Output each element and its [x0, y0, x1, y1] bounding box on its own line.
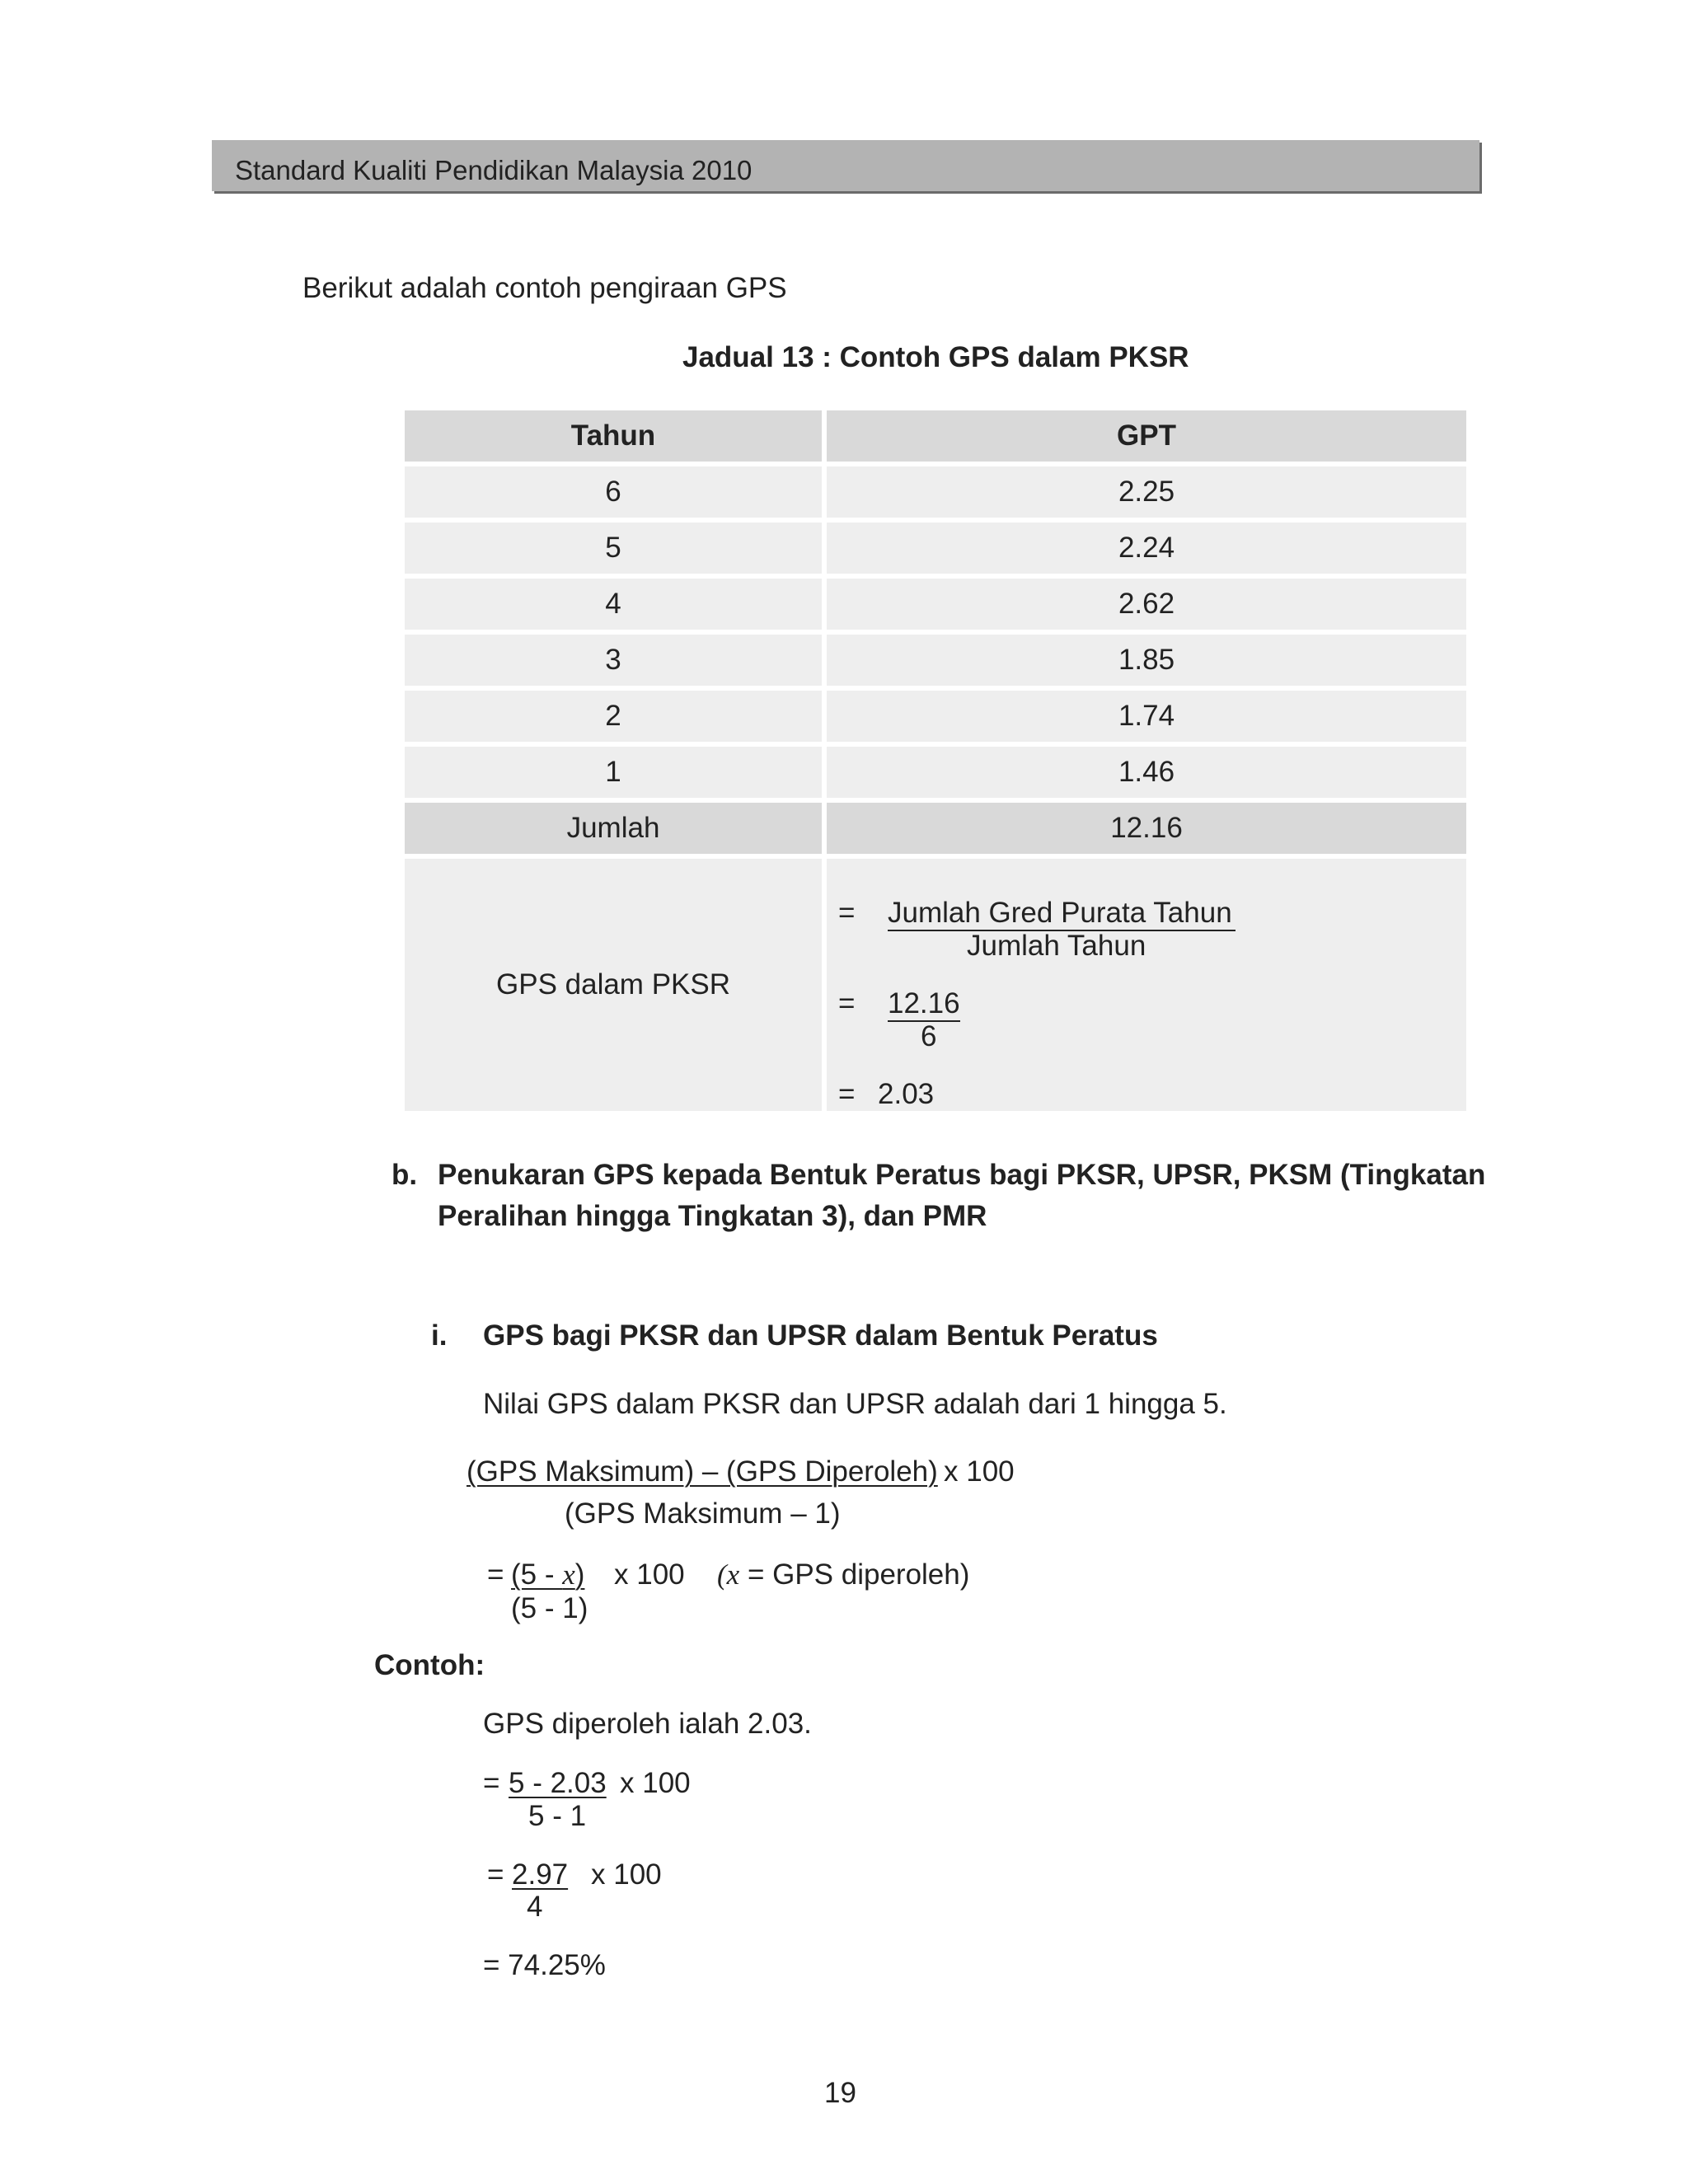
formula-denominator: (GPS Maksimum – 1) — [565, 1497, 841, 1530]
calc-numerator-2: 12.16 — [888, 987, 960, 1022]
example-step1-multiplier: x 100 — [620, 1767, 691, 1799]
cell-gpt: 2.24 — [827, 523, 1466, 574]
intro-text: Berikut adalah contoh pengiraan GPS — [302, 272, 787, 304]
calc-eq-2: = — [838, 987, 856, 1019]
header-gpt: GPT — [827, 410, 1466, 462]
table-caption: Jadual 13 : Contoh GPS dalam PKSR — [682, 341, 1189, 373]
table-row — [405, 691, 1466, 742]
table-row — [405, 579, 1466, 630]
cell-gpt: 1.74 — [827, 691, 1466, 742]
calc-numerator-1: Jumlah Gred Purata Tahun — [888, 897, 1236, 931]
cell-tahun: 1 — [405, 747, 822, 798]
formula-multiplier: x 100 — [944, 1455, 1015, 1488]
formula-numerator: (GPS Maksimum) – (GPS Diperoleh) — [467, 1455, 938, 1488]
cell-gps-label: GPS dalam PKSR — [405, 859, 822, 1111]
cell-gpt: 2.62 — [827, 579, 1466, 630]
example-result: = 74.25% — [483, 1949, 606, 1981]
example-step2-eq: = — [487, 1858, 504, 1891]
cell-tahun: 5 — [405, 523, 822, 574]
cell-tahun: 2 — [405, 691, 822, 742]
example-step2-numerator: 2.97 — [512, 1858, 569, 1891]
cell-tahun: 6 — [405, 466, 822, 518]
section-b-marker: b. — [392, 1159, 418, 1191]
section-i-title: GPS bagi PKSR dan UPSR dalam Bentuk Peratus — [483, 1319, 1158, 1352]
example-text: GPS diperoleh ialah 2.03. — [483, 1708, 812, 1740]
formula2-eq: = — [487, 1558, 504, 1591]
cell-gpt: 1.85 — [827, 635, 1466, 686]
example-step2-multiplier: x 100 — [591, 1858, 662, 1891]
example-step1-numerator: 5 - 2.03 — [509, 1767, 607, 1799]
example-step1-denominator: 5 - 1 — [528, 1800, 587, 1832]
formula2-denominator: (5 - 1) — [511, 1592, 588, 1624]
section-i-marker: i. — [431, 1319, 448, 1352]
cell-tahun: 4 — [405, 579, 822, 630]
calc-denominator-1: Jumlah Tahun — [967, 930, 1146, 962]
section-i-text: Nilai GPS dalam PKSR dan UPSR adalah dari 1 hingga 5. — [483, 1388, 1227, 1420]
table-row — [405, 523, 1466, 574]
cell-gpt: 2.25 — [827, 466, 1466, 518]
page-number: 19 — [824, 2077, 856, 2109]
cell-gpt: 1.46 — [827, 747, 1466, 798]
table-row — [405, 466, 1466, 518]
formula2-note: (x = GPS diperoleh) — [717, 1558, 970, 1591]
formula2-multiplier: x 100 — [614, 1558, 685, 1591]
header-title: Standard Kualiti Pendidikan Malaysia 2010 — [235, 155, 753, 185]
table-row — [405, 747, 1466, 798]
cell-jumlah-value: 12.16 — [827, 803, 1466, 854]
formula2-numerator: (5 - x) — [511, 1558, 585, 1591]
calc-denominator-2: 6 — [921, 1020, 937, 1052]
cell-tahun: 3 — [405, 635, 822, 686]
table-gps-row — [405, 859, 1466, 1111]
variable-x-note: x — [726, 1558, 740, 1591]
example-label: Contoh: — [374, 1649, 485, 1681]
table-total-row — [405, 803, 1466, 854]
header-tahun: Tahun — [405, 410, 822, 462]
example-step1-eq: = — [483, 1767, 500, 1799]
calc-eq-1: = — [838, 897, 856, 929]
cell-jumlah-label: Jumlah — [405, 803, 822, 854]
gps-table — [400, 405, 1471, 1116]
table-row — [405, 635, 1466, 686]
variable-x: x — [562, 1558, 575, 1591]
calc-result: 2.03 — [878, 1078, 935, 1110]
table-header-row — [405, 410, 1466, 462]
section-b-title-line1: Penukaran GPS kepada Bentuk Peratus bagi PKSR, UPSR, PKSM (Tingkatan — [438, 1159, 1486, 1191]
cell-gps-calculation — [827, 859, 1466, 1111]
calc-eq-3: = — [838, 1078, 856, 1110]
example-step2-denominator: 4 — [527, 1891, 543, 1923]
section-b-title-line2: Peralihan hingga Tingkatan 3), dan PMR — [438, 1200, 987, 1232]
